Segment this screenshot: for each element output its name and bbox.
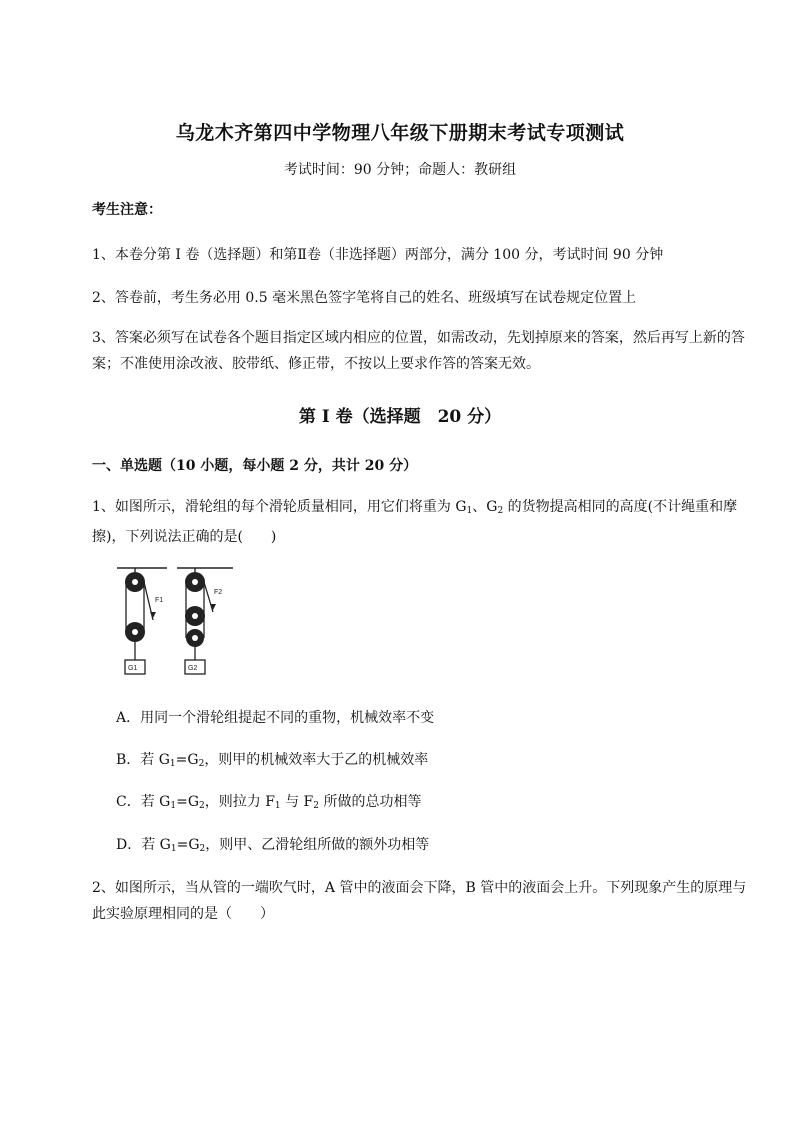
notice-item-2: 2、答卷前，考生务必用 0.5 毫米黑色签字笔将自己的姓名、班级填写在试卷规定位置上: [92, 290, 637, 306]
weight-label-g1: G1: [128, 665, 138, 672]
q1-option-d: D．若 $G_1=G_2$，则甲、乙滑轮组所做的额外功相等: [116, 837, 430, 854]
weight-label-g2: G2: [188, 665, 198, 672]
question-2-stem: 2、如图所示，当从管的一端吹气时，A 管中的液面会下降，B 管中的液面会上升。下列现象产生的原理与此实验原理相同的是（ ）: [92, 880, 747, 922]
pulley-figure: [115, 562, 239, 682]
part-heading: 一、单选题（10 小题，每小题 2 分，共计 20 分）: [92, 458, 418, 474]
question-1-stem: 1、如图所示，滑轮组的每个滑轮质量相同，用它们将重为 $G_1$、$G_2$ 的货物提高相同的高度(不计绳重和摩擦)，下列说法正确的是( ): [92, 499, 738, 545]
notice-heading: 考生注意：: [92, 202, 162, 218]
page-title: 乌龙木齐第四中学物理八年级下册期末考试专项测试: [175, 122, 625, 144]
force-label-f2: F2: [214, 589, 223, 596]
notice-item-1: 1、本卷分第 I 卷（选择题）和第Ⅱ卷（非选择题）两部分，满分 100 分，考试时间 90 分钟: [92, 247, 664, 263]
q1-option-b: B．若 $G_1=G_2$，则甲的机械效率大于乙的机械效率: [116, 752, 429, 769]
section-title: 第 I 卷（选择题 20 分）: [298, 407, 502, 427]
exam-info: 考试时间：90 分钟；命题人：教研组: [283, 162, 517, 178]
q1-option-a: A．用同一个滑轮组提起不同的重物，机械效率不变: [116, 710, 435, 726]
notice-item-3: 3、答案必须写在试卷各个题目指定区域内相应的位置，如需改动，先划掉原来的答案，然后再写上新的答案；不准使用涂改液、胶带纸、修正带，不按以上要求作答的答案无效。: [92, 330, 745, 372]
force-label-f1: F1: [155, 597, 164, 604]
q1-option-c: C．若 $G_1=G_2$，则拉力 $F_1$ 与 $F_2$ 所做的总功相等: [116, 794, 422, 811]
